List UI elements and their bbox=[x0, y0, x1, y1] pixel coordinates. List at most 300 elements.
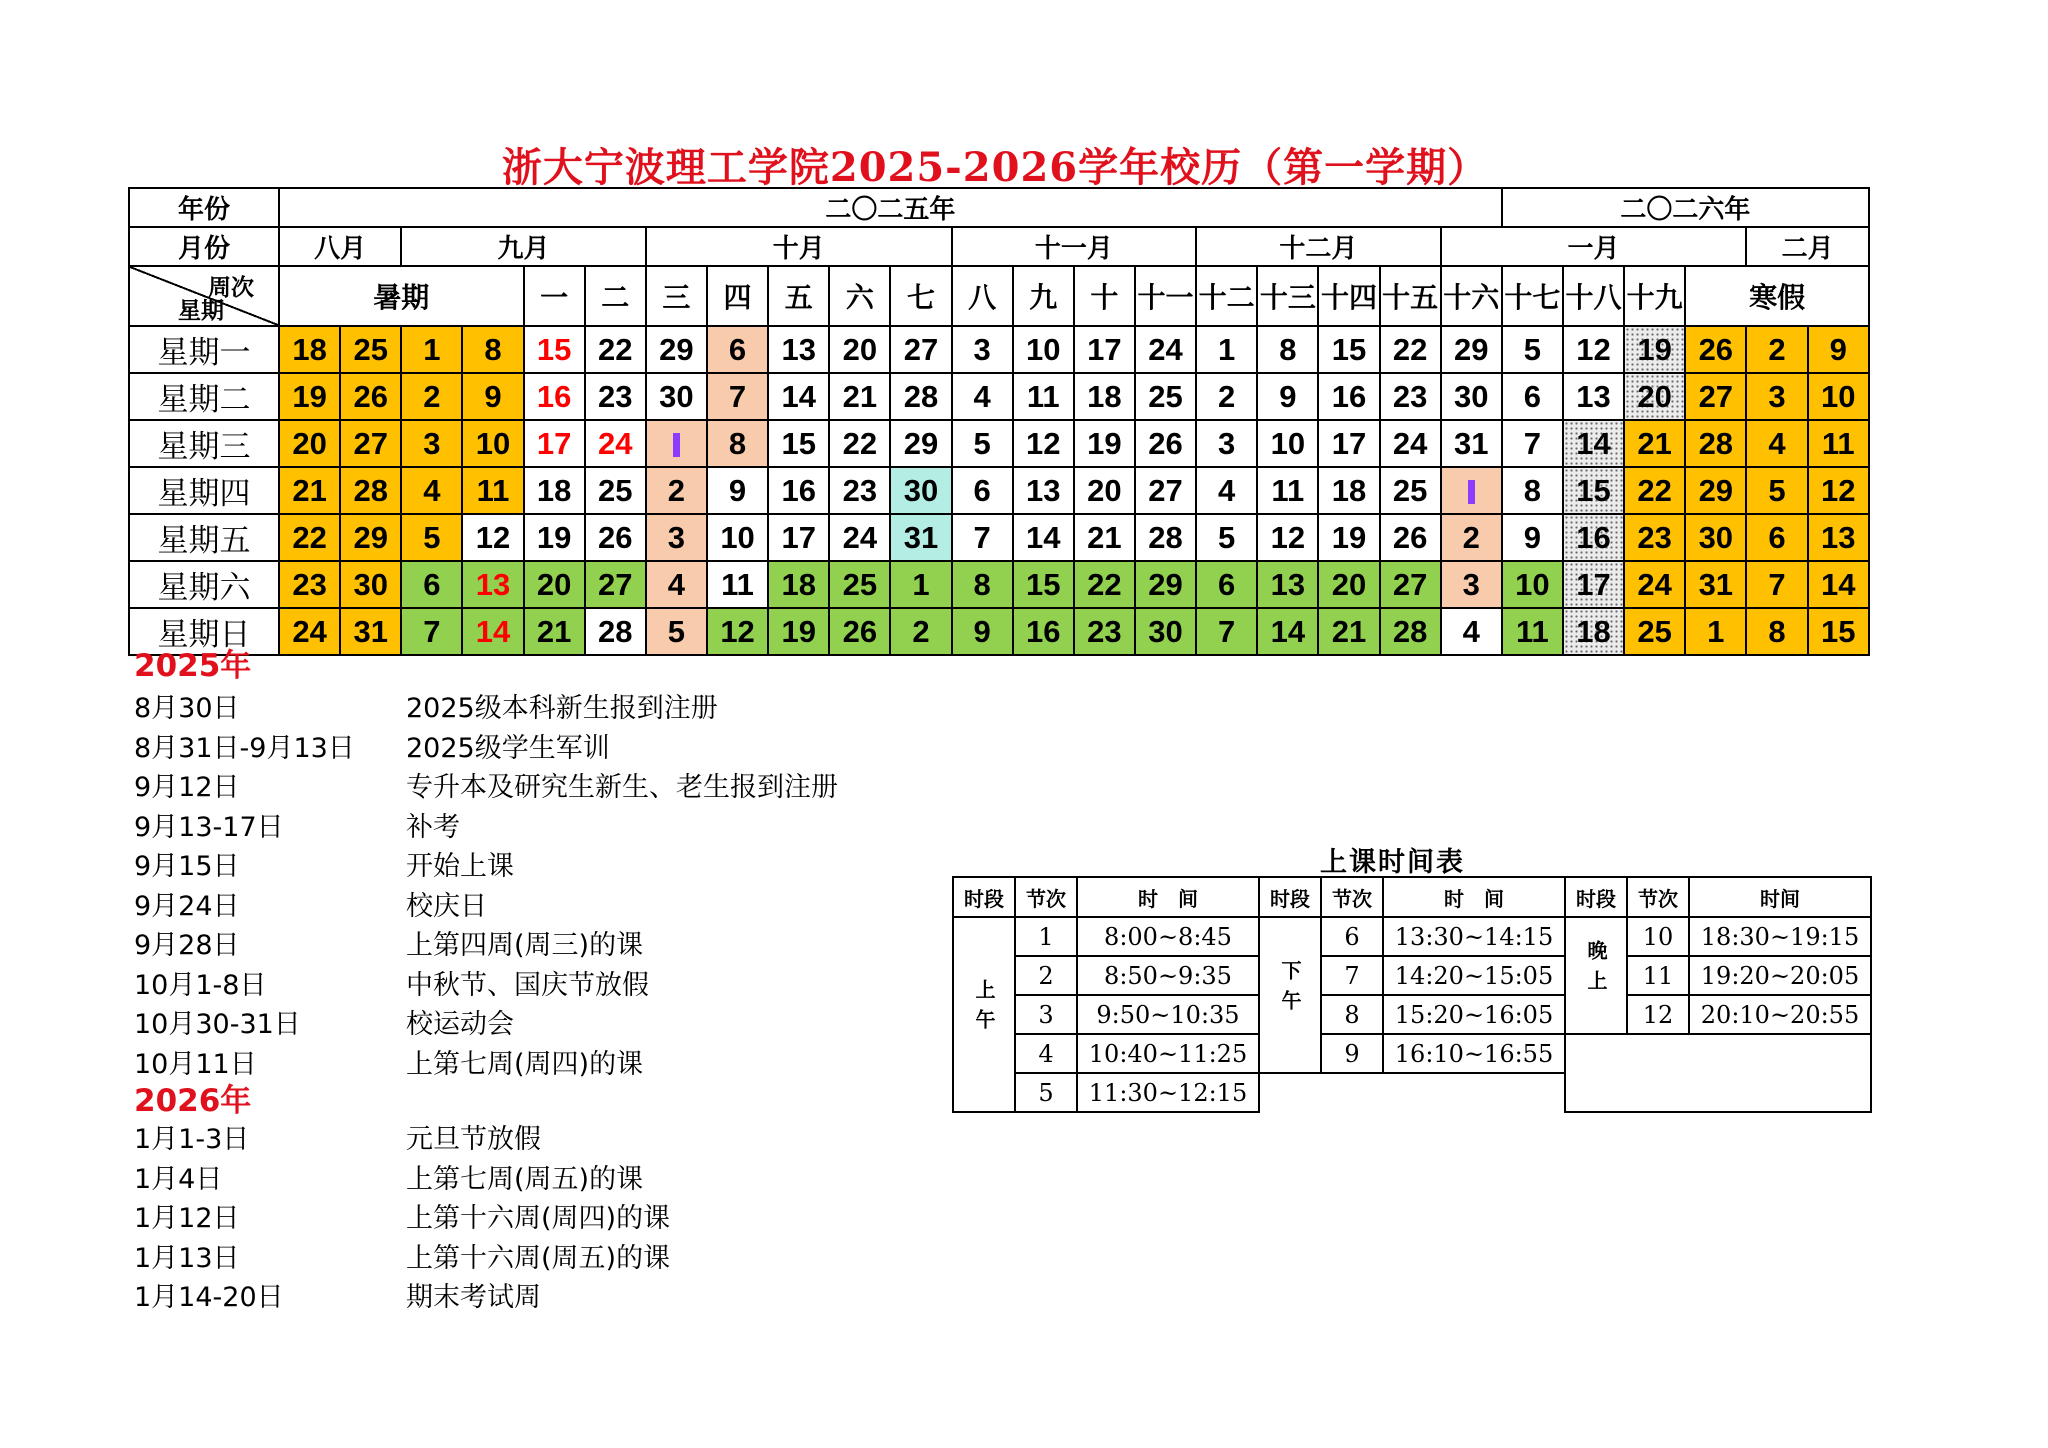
event-date: 10月30-31日 bbox=[134, 1009, 301, 1040]
week-4: 四 bbox=[707, 266, 768, 326]
slot-time: 8:50~9:35 bbox=[1077, 956, 1259, 995]
date-cell: 5 bbox=[1746, 467, 1807, 514]
calendar-table bbox=[128, 187, 1870, 656]
date-cell: 2 bbox=[1441, 514, 1502, 561]
schedule-header-period: 时段 bbox=[1565, 877, 1627, 917]
date-cell: 1 bbox=[890, 561, 951, 608]
period-evening bbox=[1565, 917, 1627, 1034]
month-start-marker bbox=[1468, 480, 1475, 504]
date-cell: 13 bbox=[1808, 514, 1869, 561]
month-dec: 十二月 bbox=[1196, 227, 1441, 266]
month-feb: 二月 bbox=[1746, 227, 1869, 266]
date-cell: 16 bbox=[1318, 373, 1379, 420]
slot-no: 10 bbox=[1627, 917, 1689, 956]
date-cell: 7 bbox=[401, 608, 462, 655]
slot-time: 15:20~16:05 bbox=[1383, 995, 1565, 1034]
schedule-header-row bbox=[953, 877, 1871, 917]
weekday-label: 星期三 bbox=[129, 420, 279, 467]
summer-label: 暑期 bbox=[279, 266, 524, 326]
date-cell: 31 bbox=[340, 608, 401, 655]
date-cell: 24 bbox=[1624, 561, 1685, 608]
period-evening-label: 晚上 bbox=[1584, 940, 1608, 1000]
date-cell: 14 bbox=[462, 608, 523, 655]
slot-no: 8 bbox=[1321, 995, 1383, 1034]
week-2: 二 bbox=[585, 266, 646, 326]
date-cell: 6 bbox=[1502, 373, 1563, 420]
schedule-header-no: 节次 bbox=[1321, 877, 1383, 917]
date-cell: 3 bbox=[1196, 420, 1257, 467]
slot-time: 16:10~16:55 bbox=[1383, 1034, 1565, 1073]
schedule-row bbox=[953, 1034, 1871, 1073]
date-cell: 2 bbox=[646, 467, 707, 514]
event-date: 9月13-17日 bbox=[134, 811, 284, 843]
date-cell: 28 bbox=[1135, 514, 1196, 561]
date-cell: 31 bbox=[1685, 561, 1746, 608]
date-cell: 29 bbox=[1685, 467, 1746, 514]
date-cell: 18 bbox=[524, 467, 585, 514]
date-cell: 7 bbox=[707, 373, 768, 420]
date-cell: 8 bbox=[1502, 467, 1563, 514]
slot-no: 3 bbox=[1015, 995, 1077, 1034]
date-cell: 26 bbox=[829, 608, 890, 655]
date-cell: 14 bbox=[1563, 420, 1624, 467]
date-cell: 6 bbox=[1196, 561, 1257, 608]
date-cell: 9 bbox=[1808, 326, 1869, 373]
date-cell: 3 bbox=[952, 326, 1013, 373]
date-cell: 12 bbox=[1257, 514, 1318, 561]
schedule-empty-cell bbox=[1259, 1073, 1565, 1112]
slot-no: 6 bbox=[1321, 917, 1383, 956]
date-cell bbox=[1441, 467, 1502, 514]
event-date: 10月1-8日 bbox=[134, 969, 267, 1001]
date-cell: 30 bbox=[1135, 608, 1196, 655]
date-cell: 17 bbox=[1563, 561, 1624, 608]
schedule-title: 上课时间表 bbox=[1320, 847, 1465, 878]
slot-time: 10:40~11:25 bbox=[1077, 1034, 1259, 1073]
slot-no: 2 bbox=[1015, 956, 1077, 995]
week-1: 一 bbox=[524, 266, 585, 326]
date-cell: 6 bbox=[401, 561, 462, 608]
slot-no: 4 bbox=[1015, 1034, 1077, 1073]
date-cell: 8 bbox=[707, 420, 768, 467]
event-description: 开始上课 bbox=[406, 851, 514, 882]
schedule-row bbox=[953, 995, 1871, 1034]
date-cell: 29 bbox=[646, 326, 707, 373]
event-description: 专升本及研究生新生、老生报到注册 bbox=[406, 772, 838, 803]
weekday-label: 星期六 bbox=[129, 561, 279, 608]
year-2025: 二〇二五年 bbox=[279, 188, 1502, 227]
slot-time: 8:00~8:45 bbox=[1077, 917, 1259, 956]
date-cell: 21 bbox=[1074, 514, 1135, 561]
page-title: 浙大宁波理工学院2025-2026学年校历（第一学期） bbox=[501, 144, 1489, 191]
event-date: 8月30日 bbox=[134, 693, 240, 724]
date-cell: 18 bbox=[1563, 608, 1624, 655]
date-cell: 18 bbox=[279, 326, 340, 373]
date-cell: 8 bbox=[1746, 608, 1807, 655]
date-cell: 15 bbox=[1013, 561, 1074, 608]
weekday-row bbox=[129, 608, 1869, 655]
date-cell: 17 bbox=[1318, 420, 1379, 467]
date-cell bbox=[646, 420, 707, 467]
slot-no: 5 bbox=[1015, 1073, 1077, 1112]
date-cell: 27 bbox=[585, 561, 646, 608]
date-cell: 21 bbox=[1624, 420, 1685, 467]
date-cell: 25 bbox=[1380, 467, 1441, 514]
date-cell: 25 bbox=[1135, 373, 1196, 420]
date-cell: 18 bbox=[1074, 373, 1135, 420]
schedule-header-period: 时段 bbox=[1259, 877, 1321, 917]
week-11: 十一 bbox=[1135, 266, 1196, 326]
month-aug: 八月 bbox=[279, 227, 401, 266]
period-afternoon-label: 下午 bbox=[1278, 959, 1302, 1020]
event-description: 上第七周(周五)的课 bbox=[406, 1163, 644, 1195]
date-cell: 13 bbox=[1563, 373, 1624, 420]
date-cell: 20 bbox=[524, 561, 585, 608]
date-cell: 9 bbox=[1502, 514, 1563, 561]
date-cell: 13 bbox=[462, 561, 523, 608]
event-description: 上第十六周(周四)的课 bbox=[406, 1203, 671, 1234]
schedule-row bbox=[953, 956, 1871, 995]
date-cell: 16 bbox=[524, 373, 585, 420]
event-date: 1月13日 bbox=[134, 1242, 240, 1274]
date-cell: 14 bbox=[1808, 561, 1869, 608]
year-row bbox=[129, 188, 1869, 227]
date-cell: 23 bbox=[1624, 514, 1685, 561]
week-12: 十二 bbox=[1196, 266, 1257, 326]
date-cell: 19 bbox=[279, 373, 340, 420]
slot-time: 9:50~10:35 bbox=[1077, 995, 1259, 1034]
date-cell: 7 bbox=[1746, 561, 1807, 608]
date-cell: 12 bbox=[1808, 467, 1869, 514]
date-cell: 26 bbox=[585, 514, 646, 561]
slot-time: 18:30~19:15 bbox=[1689, 917, 1871, 956]
date-cell: 8 bbox=[462, 326, 523, 373]
date-cell: 14 bbox=[1013, 514, 1074, 561]
date-cell: 9 bbox=[952, 608, 1013, 655]
week-row bbox=[129, 266, 1869, 326]
month-row bbox=[129, 227, 1869, 266]
slot-no: 1 bbox=[1015, 917, 1077, 956]
date-cell: 20 bbox=[279, 420, 340, 467]
date-cell: 5 bbox=[646, 608, 707, 655]
date-cell: 5 bbox=[1196, 514, 1257, 561]
date-cell: 27 bbox=[340, 420, 401, 467]
week-10: 十 bbox=[1074, 266, 1135, 326]
weekday-row bbox=[129, 561, 1869, 608]
event-date: 10月11日 bbox=[134, 1048, 257, 1080]
weekday-row bbox=[129, 514, 1869, 561]
date-cell: 11 bbox=[707, 561, 768, 608]
date-cell: 24 bbox=[1380, 420, 1441, 467]
event-description: 补考 bbox=[406, 811, 460, 843]
date-cell: 28 bbox=[1380, 608, 1441, 655]
date-cell: 10 bbox=[1808, 373, 1869, 420]
week-16: 十六 bbox=[1441, 266, 1502, 326]
date-cell: 2 bbox=[401, 373, 462, 420]
date-cell: 30 bbox=[890, 467, 951, 514]
date-cell: 17 bbox=[524, 420, 585, 467]
event-date: 9月15日 bbox=[134, 851, 240, 882]
schedule-header-time: 时 间 bbox=[1077, 877, 1259, 917]
period-morning bbox=[953, 917, 1015, 1112]
date-cell: 27 bbox=[1135, 467, 1196, 514]
date-cell: 22 bbox=[829, 420, 890, 467]
date-cell: 20 bbox=[1074, 467, 1135, 514]
event-date: 1月14-20日 bbox=[134, 1282, 284, 1313]
month-oct: 十月 bbox=[646, 227, 952, 266]
date-cell: 27 bbox=[890, 326, 951, 373]
weekday-label: 星期一 bbox=[129, 326, 279, 373]
date-cell: 28 bbox=[890, 373, 951, 420]
date-cell: 3 bbox=[1746, 373, 1807, 420]
date-cell: 20 bbox=[1624, 373, 1685, 420]
weekday-row bbox=[129, 420, 1869, 467]
date-cell: 14 bbox=[768, 373, 829, 420]
date-cell: 31 bbox=[1441, 420, 1502, 467]
date-cell: 11 bbox=[462, 467, 523, 514]
date-cell: 12 bbox=[1013, 420, 1074, 467]
weekday-label: 星期五 bbox=[129, 514, 279, 561]
date-cell: 28 bbox=[1685, 420, 1746, 467]
date-cell: 22 bbox=[1074, 561, 1135, 608]
year-2025-heading: 2025年 bbox=[134, 648, 252, 684]
date-cell: 21 bbox=[524, 608, 585, 655]
date-cell: 16 bbox=[1563, 514, 1624, 561]
day-corner-label: 星期 bbox=[178, 298, 224, 324]
week-day-corner-header bbox=[129, 266, 279, 326]
date-cell: 21 bbox=[279, 467, 340, 514]
weekday-row bbox=[129, 467, 1869, 514]
date-cell: 25 bbox=[829, 561, 890, 608]
date-cell: 30 bbox=[1685, 514, 1746, 561]
slot-no: 9 bbox=[1321, 1034, 1383, 1073]
weekday-label: 星期日 bbox=[129, 608, 279, 655]
date-cell: 24 bbox=[585, 420, 646, 467]
date-cell: 16 bbox=[768, 467, 829, 514]
schedule-row bbox=[953, 917, 1871, 956]
date-cell: 24 bbox=[829, 514, 890, 561]
date-cell: 23 bbox=[1380, 373, 1441, 420]
week-8: 八 bbox=[952, 266, 1013, 326]
date-cell: 17 bbox=[768, 514, 829, 561]
date-cell: 24 bbox=[279, 608, 340, 655]
date-cell: 5 bbox=[952, 420, 1013, 467]
date-cell: 23 bbox=[279, 561, 340, 608]
date-cell: 10 bbox=[707, 514, 768, 561]
schedule-header-no: 节次 bbox=[1627, 877, 1689, 917]
event-description: 元旦节放假 bbox=[406, 1124, 541, 1155]
month-start-marker bbox=[673, 433, 680, 457]
date-cell: 21 bbox=[1318, 608, 1379, 655]
date-cell: 19 bbox=[524, 514, 585, 561]
date-cell: 11 bbox=[1257, 467, 1318, 514]
date-cell: 9 bbox=[462, 373, 523, 420]
month-sep: 九月 bbox=[401, 227, 646, 266]
date-cell: 26 bbox=[340, 373, 401, 420]
date-cell: 13 bbox=[1257, 561, 1318, 608]
date-cell: 3 bbox=[646, 514, 707, 561]
event-date: 1月12日 bbox=[134, 1203, 240, 1234]
date-cell: 5 bbox=[401, 514, 462, 561]
date-cell: 25 bbox=[585, 467, 646, 514]
date-cell: 10 bbox=[1257, 420, 1318, 467]
schedule-header-time: 时间 bbox=[1689, 877, 1871, 917]
schedule-header-no: 节次 bbox=[1015, 877, 1077, 917]
date-cell: 29 bbox=[340, 514, 401, 561]
date-cell: 13 bbox=[768, 326, 829, 373]
date-cell: 26 bbox=[1685, 326, 1746, 373]
period-afternoon bbox=[1259, 917, 1321, 1073]
date-cell: 2 bbox=[1196, 373, 1257, 420]
date-cell: 5 bbox=[1502, 326, 1563, 373]
event-date: 9月28日 bbox=[134, 930, 240, 961]
date-cell: 30 bbox=[646, 373, 707, 420]
slot-time: 11:30~12:15 bbox=[1077, 1073, 1259, 1112]
slot-time: 20:10~20:55 bbox=[1689, 995, 1871, 1034]
event-description: 校庆日 bbox=[406, 890, 487, 922]
month-jan: 一月 bbox=[1441, 227, 1747, 266]
date-cell: 12 bbox=[462, 514, 523, 561]
date-cell: 30 bbox=[340, 561, 401, 608]
week-15: 十五 bbox=[1380, 266, 1441, 326]
date-cell: 6 bbox=[952, 467, 1013, 514]
date-cell: 4 bbox=[1441, 608, 1502, 655]
event-description: 上第七周(周四)的课 bbox=[406, 1048, 644, 1080]
date-cell: 7 bbox=[1502, 420, 1563, 467]
date-cell: 6 bbox=[707, 326, 768, 373]
date-cell: 2 bbox=[890, 608, 951, 655]
slot-time: 13:30~14:15 bbox=[1383, 917, 1565, 956]
date-cell: 11 bbox=[1502, 608, 1563, 655]
date-cell: 1 bbox=[401, 326, 462, 373]
week-18: 十八 bbox=[1563, 266, 1624, 326]
date-cell: 15 bbox=[1563, 467, 1624, 514]
week-5: 五 bbox=[768, 266, 829, 326]
month-nov: 十一月 bbox=[952, 227, 1197, 266]
event-date: 8月31日-9月13日 bbox=[134, 732, 355, 764]
month-header-label: 月份 bbox=[129, 227, 279, 266]
date-cell: 29 bbox=[1441, 326, 1502, 373]
date-cell: 27 bbox=[1380, 561, 1441, 608]
event-date: 1月1-3日 bbox=[134, 1124, 250, 1155]
winter-label: 寒假 bbox=[1685, 266, 1869, 326]
date-cell: 22 bbox=[1380, 326, 1441, 373]
date-cell: 3 bbox=[401, 420, 462, 467]
date-cell: 4 bbox=[401, 467, 462, 514]
date-cell: 15 bbox=[1318, 326, 1379, 373]
week-7: 七 bbox=[890, 266, 951, 326]
week-corner-label: 周次 bbox=[208, 275, 254, 301]
week-3: 三 bbox=[646, 266, 707, 326]
date-cell: 19 bbox=[768, 608, 829, 655]
date-cell: 15 bbox=[524, 326, 585, 373]
class-schedule-table bbox=[952, 876, 1872, 1113]
date-cell: 28 bbox=[585, 608, 646, 655]
event-date: 1月4日 bbox=[134, 1163, 223, 1195]
date-cell: 4 bbox=[646, 561, 707, 608]
period-morning-label: 上午 bbox=[972, 979, 996, 1039]
date-cell: 10 bbox=[1013, 326, 1074, 373]
date-cell: 23 bbox=[585, 373, 646, 420]
slot-time: 19:20~20:05 bbox=[1689, 956, 1871, 995]
event-description: 上第十六周(周五)的课 bbox=[406, 1242, 671, 1274]
event-description: 期末考试周 bbox=[406, 1282, 541, 1313]
event-description: 2025级本科新生报到注册 bbox=[406, 693, 718, 724]
date-cell: 25 bbox=[1624, 608, 1685, 655]
event-description: 2025级学生军训 bbox=[406, 732, 610, 764]
date-cell: 17 bbox=[1074, 326, 1135, 373]
date-cell: 1 bbox=[1685, 608, 1746, 655]
event-date: 9月24日 bbox=[134, 890, 240, 922]
week-14: 十四 bbox=[1318, 266, 1379, 326]
slot-time: 14:20~15:05 bbox=[1383, 956, 1565, 995]
weekday-label: 星期二 bbox=[129, 373, 279, 420]
date-cell: 23 bbox=[829, 467, 890, 514]
date-cell: 31 bbox=[890, 514, 951, 561]
date-cell: 4 bbox=[952, 373, 1013, 420]
date-cell: 10 bbox=[462, 420, 523, 467]
slot-no: 12 bbox=[1627, 995, 1689, 1034]
schedule-header-period: 时段 bbox=[953, 877, 1015, 917]
date-cell: 4 bbox=[1196, 467, 1257, 514]
date-cell: 27 bbox=[1685, 373, 1746, 420]
date-cell: 8 bbox=[1257, 326, 1318, 373]
date-cell: 23 bbox=[1074, 608, 1135, 655]
date-cell: 26 bbox=[1380, 514, 1441, 561]
year-2026: 二〇二六年 bbox=[1502, 188, 1869, 227]
event-date: 9月12日 bbox=[134, 772, 240, 803]
date-cell: 30 bbox=[1441, 373, 1502, 420]
week-13: 十三 bbox=[1257, 266, 1318, 326]
date-cell: 11 bbox=[1808, 420, 1869, 467]
date-cell: 22 bbox=[585, 326, 646, 373]
date-cell: 28 bbox=[340, 467, 401, 514]
date-cell: 7 bbox=[1196, 608, 1257, 655]
date-cell: 9 bbox=[707, 467, 768, 514]
date-cell: 18 bbox=[768, 561, 829, 608]
date-cell: 2 bbox=[1746, 326, 1807, 373]
date-cell: 10 bbox=[1502, 561, 1563, 608]
week-6: 六 bbox=[829, 266, 890, 326]
date-cell: 14 bbox=[1257, 608, 1318, 655]
date-cell: 29 bbox=[890, 420, 951, 467]
week-19: 十九 bbox=[1624, 266, 1685, 326]
slot-no: 7 bbox=[1321, 956, 1383, 995]
date-cell: 15 bbox=[768, 420, 829, 467]
date-cell: 9 bbox=[1257, 373, 1318, 420]
date-cell: 25 bbox=[340, 326, 401, 373]
date-cell: 11 bbox=[1013, 373, 1074, 420]
date-cell: 19 bbox=[1624, 326, 1685, 373]
date-cell: 3 bbox=[1441, 561, 1502, 608]
date-cell: 24 bbox=[1135, 326, 1196, 373]
event-description: 中秋节、国庆节放假 bbox=[406, 969, 649, 1001]
date-cell: 8 bbox=[952, 561, 1013, 608]
date-cell: 22 bbox=[1624, 467, 1685, 514]
week-17: 十七 bbox=[1502, 266, 1563, 326]
date-cell: 26 bbox=[1135, 420, 1196, 467]
date-cell: 20 bbox=[1318, 561, 1379, 608]
year-header-label: 年份 bbox=[129, 188, 279, 227]
slot-no: 11 bbox=[1627, 956, 1689, 995]
weekday-row bbox=[129, 373, 1869, 420]
date-cell: 15 bbox=[1808, 608, 1869, 655]
schedule-header-time: 时 间 bbox=[1383, 877, 1565, 917]
event-description: 校运动会 bbox=[406, 1009, 514, 1040]
date-cell: 21 bbox=[829, 373, 890, 420]
year-2026-heading: 2026年 bbox=[134, 1083, 252, 1119]
schedule-empty-cell bbox=[1565, 1034, 1871, 1112]
